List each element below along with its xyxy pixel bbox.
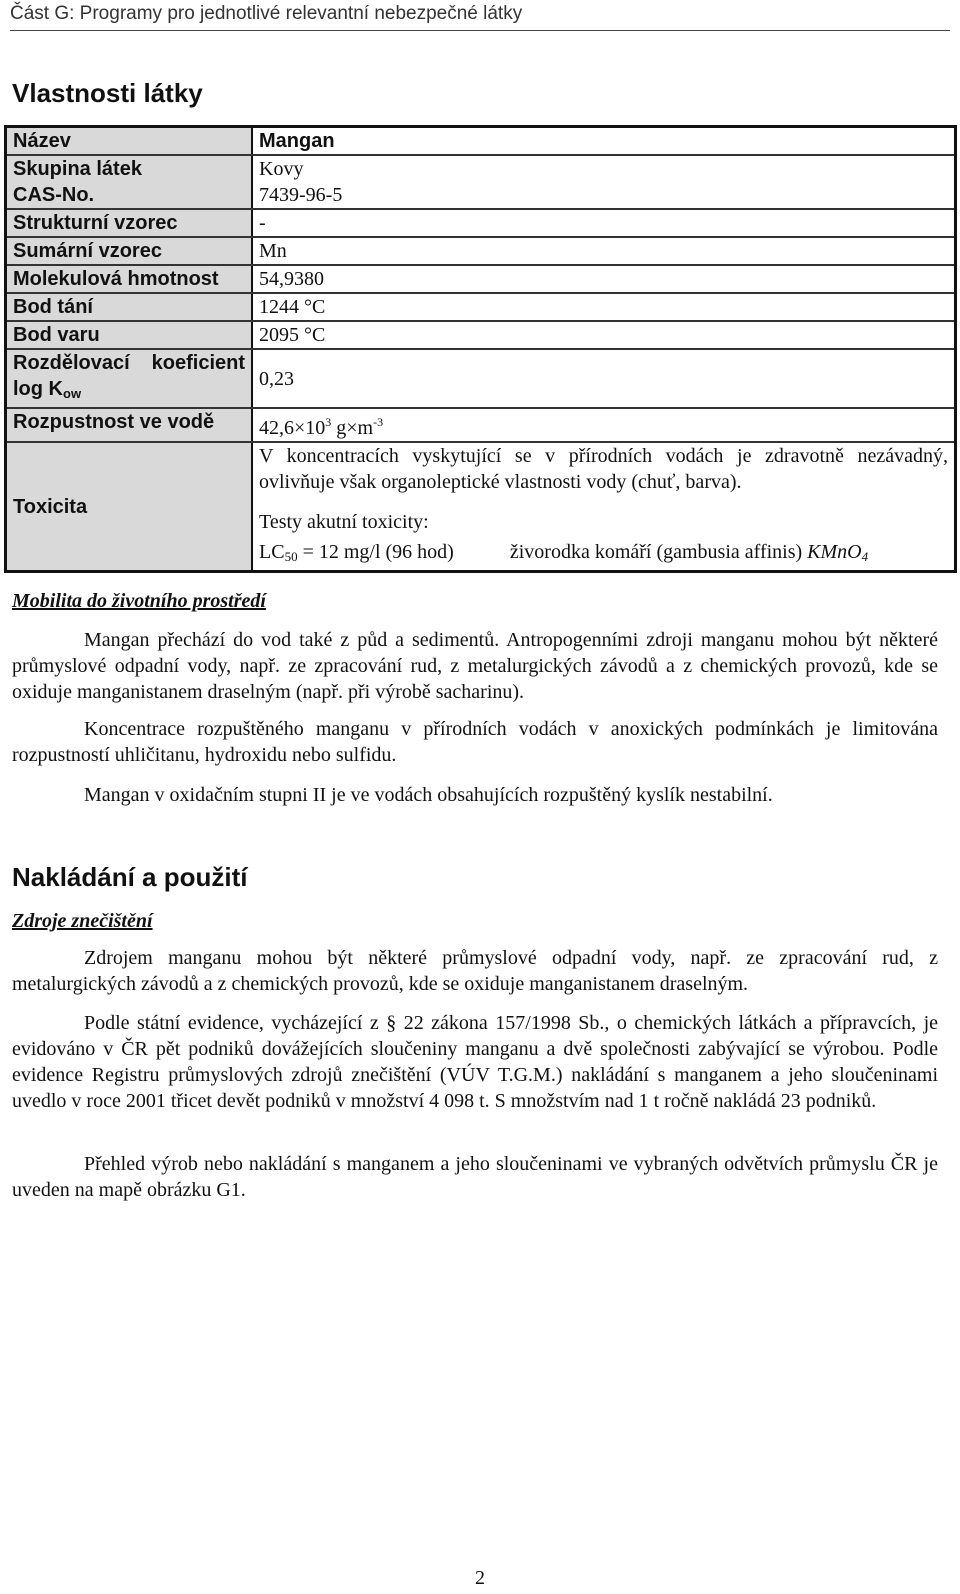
toxicity-test-row xyxy=(259,539,948,570)
toxicity-organism xyxy=(510,539,868,570)
paragraph xyxy=(12,782,938,808)
table-row xyxy=(6,209,956,237)
property-value: 7439-96-5 xyxy=(252,182,956,209)
paragraph xyxy=(12,716,938,768)
paragraph-text: Podle státní evidence, vycházející z § 22 zákona 157/1998 Sb., o chemických látkách a přípravcích, je evidováno v ČR pět podniků dovážejících sloučeniny manganu a dvě společnosti zabývající se výrobou. Podle evidence Registru průmyslových zdrojů znečištění (VÚV T.G.M.) nakládání s manganem a jeho sloučeninami uvedlo v roce 2001 třicet devět podniků v množství 4 098 t. S množstvím nad 1 t ročně nakládá 23 podniků. xyxy=(12,1012,938,1112)
table-row xyxy=(6,293,956,321)
lc-label: LC xyxy=(259,541,285,563)
solubility-unit: g×m xyxy=(331,417,374,439)
subsection-title-sources: Zdroje znečištění xyxy=(12,910,153,932)
paragraph-text: Mangan v oxidačním stupni II je ve vodách obsahujících rozpuštěný kyslík nestabilní. xyxy=(84,784,773,806)
table-row xyxy=(6,408,956,442)
property-label: Molekulová hmotnost xyxy=(6,265,253,293)
paragraph-text: Mangan přechází do vod také z půd a sedimentů. Antropogenními zdroji manganu mohou být některé průmyslové odpadní vody, např. ze zpracování rud, z metalurgických závodů a z chemických provozů, kde se oxiduje manganistanem draselným (např. při výrobě sacharinu). xyxy=(12,629,938,703)
table-row xyxy=(6,349,956,408)
organism-name: živorodka komáří (gambusia affinis) xyxy=(509,541,808,563)
running-header-title: Část G: Programy pro jednotlivé relevantní nebezpečné látky xyxy=(10,3,523,24)
paragraph xyxy=(12,1151,938,1203)
section-title-properties: Vlastnosti látky xyxy=(12,78,203,108)
compound-formula: KMnO xyxy=(807,541,862,563)
paragraph-text: Koncentrace rozpuštěného manganu v přírodních vodách v anoxických podmínkách je limitována rozpustností uhličitanu, hydroxidu nebo sulfidu. xyxy=(12,718,938,766)
toxicity-lc50 xyxy=(259,539,454,570)
property-value: - xyxy=(252,209,956,237)
property-label-kow xyxy=(6,349,253,408)
property-label: Toxicita xyxy=(6,442,253,572)
toxicity-description: V koncentracích vyskytující se v přírodních vodách je zdravotně nezávadný, ovlivňuje však organoleptické vlastnosti vody (chuť, barva). xyxy=(259,445,948,493)
table-row xyxy=(6,182,956,209)
solubility-unit-exponent: -3 xyxy=(373,415,384,429)
table-row xyxy=(6,127,956,156)
property-label: Rozpustnost ve vodě xyxy=(6,408,253,442)
property-label: Sumární vzorec xyxy=(6,237,253,265)
paragraph-text: Přehled výrob nebo nakládání s manganem a jeho sloučeninami ve vybraných odvětvích průmyslu ČR je uveden na mapě obrázku G1. xyxy=(12,1153,938,1201)
table-row xyxy=(6,237,956,265)
paragraph xyxy=(12,1010,938,1114)
paragraph xyxy=(12,627,938,705)
compound-subscript: 4 xyxy=(861,549,869,564)
property-value: 2095 °C xyxy=(252,321,956,349)
paragraph-text: Zdrojem manganu mohou být některé průmyslové odpadní vody, např. ze zpracování rud, z metalurgických závodů a z chemických provozů, kde se oxiduje manganistanem draselným. xyxy=(12,947,938,995)
paragraph xyxy=(12,945,938,997)
property-label: Skupina látek xyxy=(6,155,253,182)
property-label: Bod varu xyxy=(6,321,253,349)
table-row xyxy=(6,321,956,349)
properties-table xyxy=(4,125,957,573)
property-value: Mangan xyxy=(252,127,956,156)
kow-label-subscript: ow xyxy=(63,386,82,401)
property-value-solubility xyxy=(252,408,956,442)
subsection-title-mobility: Mobilita do životního prostředí xyxy=(12,590,266,612)
property-value: Kovy xyxy=(252,155,956,182)
running-header xyxy=(10,0,950,31)
table-row xyxy=(6,155,956,182)
table-row xyxy=(6,265,956,293)
property-value: 54,9380 xyxy=(252,265,956,293)
solubility-exponent: 3 xyxy=(325,415,332,429)
property-label: Název xyxy=(6,127,253,156)
property-value: 0,23 xyxy=(252,349,956,408)
page-number: 2 xyxy=(475,1567,485,1589)
kow-label-word2: koeficient xyxy=(151,352,245,374)
property-value: 1244 °C xyxy=(252,293,956,321)
kow-label-word1: Rozdělovací xyxy=(13,352,130,374)
property-label: CAS-No. xyxy=(6,182,253,209)
property-label: Bod tání xyxy=(6,293,253,321)
toxicity-tests-title: Testy akutní toxicity: xyxy=(259,511,429,533)
solubility-mantissa: 42,6×10 xyxy=(259,417,326,439)
property-value: Mn xyxy=(252,237,956,265)
section-title-handling: Nakládání a použití xyxy=(12,862,248,892)
lc-subscript: 50 xyxy=(284,549,298,564)
table-row xyxy=(6,442,956,572)
property-label: Strukturní vzorec xyxy=(6,209,253,237)
property-value-toxicity xyxy=(252,442,956,572)
kow-label-log: log K xyxy=(13,378,63,400)
lc-value: = 12 mg/l (96 hod) xyxy=(297,541,454,563)
